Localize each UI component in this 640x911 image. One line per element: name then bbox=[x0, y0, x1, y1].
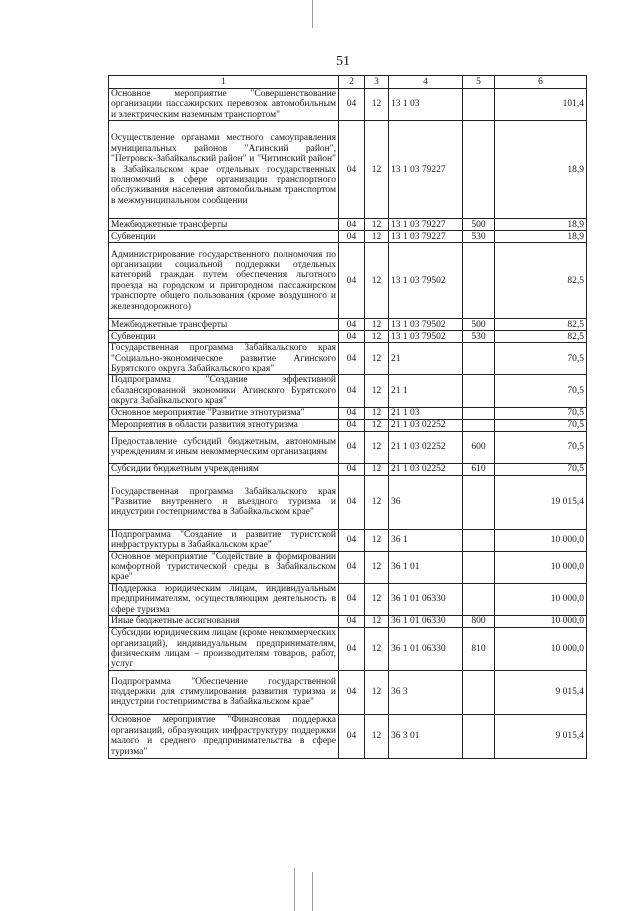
expense-type-code bbox=[463, 670, 495, 714]
subsection-code: 12 bbox=[365, 407, 389, 419]
subsection-code: 12 bbox=[365, 616, 389, 628]
page-number: 51 bbox=[336, 54, 350, 69]
target-article-code: 21 1 03 bbox=[389, 407, 463, 419]
subsection-code: 12 bbox=[365, 231, 389, 243]
expense-type-code: 530 bbox=[463, 231, 495, 243]
section-code: 04 bbox=[339, 670, 365, 714]
row-name: Иные бюджетные ассигнования bbox=[109, 616, 339, 628]
subsection-code: 12 bbox=[365, 243, 389, 319]
row-name: Государственная программа Забайкальского края "Развитие внутреннего и въездного туризма и индустрии гостеприимства в Забайкальском крае" bbox=[109, 475, 339, 529]
row-name: Предоставление субсидий бюджетным, автономным учреждениям и иным некоммерческим организациям bbox=[109, 431, 339, 463]
table-body bbox=[109, 89, 587, 759]
section-code: 04 bbox=[339, 475, 365, 529]
section-code: 04 bbox=[339, 616, 365, 628]
row-name: Администрирование государственного полномочия по организации социальной поддержки отдельных категорий граждан путем обеспечения льготного проезда на городском и пригородном пассажирском транспорте общего пользования (кроме воздушного и железнодорожного) bbox=[109, 243, 339, 319]
section-code: 04 bbox=[339, 331, 365, 343]
row-name: Основное мероприятие "Развитие этнотуризма" bbox=[109, 407, 339, 419]
table-row bbox=[109, 343, 587, 375]
expense-type-code: 610 bbox=[463, 463, 495, 475]
section-code: 04 bbox=[339, 343, 365, 375]
column-header: 2 bbox=[339, 76, 365, 89]
table-row bbox=[109, 121, 587, 219]
amount: 18,9 bbox=[495, 219, 587, 231]
subsection-code: 12 bbox=[365, 551, 389, 583]
amount: 18,9 bbox=[495, 231, 587, 243]
table-row bbox=[109, 529, 587, 551]
subsection-code: 12 bbox=[365, 529, 389, 551]
expense-type-code: 600 bbox=[463, 431, 495, 463]
row-name: Межбюджетные трансферты bbox=[109, 219, 339, 231]
section-code: 04 bbox=[339, 431, 365, 463]
table-header-row bbox=[109, 76, 587, 89]
column-header: 6 bbox=[495, 76, 587, 89]
subsection-code: 12 bbox=[365, 628, 389, 671]
amount: 82,5 bbox=[495, 319, 587, 331]
row-name: Субвенции bbox=[109, 331, 339, 343]
row-name: Мероприятия в области развития этнотуризма bbox=[109, 419, 339, 431]
table-row bbox=[109, 331, 587, 343]
scan-artifact-line bbox=[312, 872, 313, 911]
budget-table bbox=[108, 75, 587, 759]
table-row bbox=[109, 670, 587, 714]
amount: 19 015,4 bbox=[495, 475, 587, 529]
amount: 70,5 bbox=[495, 431, 587, 463]
row-name: Подпрограмма "Создание и развитие туристской инфраструктуры в Забайкальском крае" bbox=[109, 529, 339, 551]
row-name: Основное мероприятие "Финансовая поддержка организаций, образующих инфраструктуру поддержки малого и среднего предпринимательства в сфере туризма" bbox=[109, 714, 339, 758]
expense-type-code bbox=[463, 375, 495, 407]
column-header: 1 bbox=[109, 76, 339, 89]
amount: 101,4 bbox=[495, 89, 587, 121]
expense-type-code bbox=[463, 343, 495, 375]
target-article-code: 13 1 03 79502 bbox=[389, 331, 463, 343]
column-header: 3 bbox=[365, 76, 389, 89]
amount: 82,5 bbox=[495, 331, 587, 343]
amount: 70,5 bbox=[495, 407, 587, 419]
table-row bbox=[109, 431, 587, 463]
section-code: 04 bbox=[339, 529, 365, 551]
target-article-code: 36 bbox=[389, 475, 463, 529]
table-row bbox=[109, 219, 587, 231]
table-row bbox=[109, 475, 587, 529]
row-name: Субсидии бюджетным учреждениям bbox=[109, 463, 339, 475]
section-code: 04 bbox=[339, 407, 365, 419]
row-name: Подпрограмма "Создание эффективной сбалансированной экономики Агинского Бурятского округа Забайкальского края" bbox=[109, 375, 339, 407]
amount: 70,5 bbox=[495, 375, 587, 407]
table-row bbox=[109, 419, 587, 431]
amount: 70,5 bbox=[495, 463, 587, 475]
target-article-code: 36 1 01 06330 bbox=[389, 628, 463, 671]
target-article-code: 21 1 03 02252 bbox=[389, 463, 463, 475]
table-row bbox=[109, 89, 587, 121]
section-code: 04 bbox=[339, 551, 365, 583]
table-row bbox=[109, 714, 587, 758]
row-name: Осуществление органами местного самоуправления муниципальных районов "Агинский район", "Петровск-Забайкальский район" и "Читинский район" в Забайкальском крае отдельных государственных полномочий в сфере организации транспортного обслуживания населения автомобильным транспортом в межмуниципальном сообщении bbox=[109, 121, 339, 219]
amount: 10 000,0 bbox=[495, 583, 587, 615]
target-article-code: 13 1 03 bbox=[389, 89, 463, 121]
table-row bbox=[109, 231, 587, 243]
scan-artifact-line bbox=[294, 868, 295, 911]
expense-type-code: 500 bbox=[463, 219, 495, 231]
scan-artifact-line bbox=[312, 0, 313, 28]
amount: 82,5 bbox=[495, 243, 587, 319]
subsection-code: 12 bbox=[365, 419, 389, 431]
section-code: 04 bbox=[339, 121, 365, 219]
subsection-code: 12 bbox=[365, 475, 389, 529]
subsection-code: 12 bbox=[365, 89, 389, 121]
expense-type-code: 500 bbox=[463, 319, 495, 331]
amount: 10 000,0 bbox=[495, 628, 587, 671]
table-row bbox=[109, 628, 587, 671]
section-code: 04 bbox=[339, 583, 365, 615]
amount: 18,9 bbox=[495, 121, 587, 219]
amount: 10 000,0 bbox=[495, 616, 587, 628]
subsection-code: 12 bbox=[365, 714, 389, 758]
amount: 70,5 bbox=[495, 419, 587, 431]
expense-type-code: 810 bbox=[463, 628, 495, 671]
target-article-code: 13 1 03 79502 bbox=[389, 243, 463, 319]
expense-type-code bbox=[463, 475, 495, 529]
target-article-code: 13 1 03 79227 bbox=[389, 219, 463, 231]
subsection-code: 12 bbox=[365, 331, 389, 343]
amount: 9 015,4 bbox=[495, 714, 587, 758]
target-article-code: 36 1 01 06330 bbox=[389, 583, 463, 615]
target-article-code: 36 1 01 bbox=[389, 551, 463, 583]
target-article-code: 21 bbox=[389, 343, 463, 375]
subsection-code: 12 bbox=[365, 431, 389, 463]
table-row bbox=[109, 375, 587, 407]
subsection-code: 12 bbox=[365, 121, 389, 219]
target-article-code: 13 1 03 79502 bbox=[389, 319, 463, 331]
section-code: 04 bbox=[339, 219, 365, 231]
target-article-code: 21 1 03 02252 bbox=[389, 431, 463, 463]
table-row bbox=[109, 463, 587, 475]
subsection-code: 12 bbox=[365, 583, 389, 615]
amount: 10 000,0 bbox=[495, 529, 587, 551]
target-article-code: 21 1 bbox=[389, 375, 463, 407]
section-code: 04 bbox=[339, 231, 365, 243]
row-name: Межбюджетные трансферты bbox=[109, 319, 339, 331]
expense-type-code bbox=[463, 419, 495, 431]
column-header: 4 bbox=[389, 76, 463, 89]
section-code: 04 bbox=[339, 419, 365, 431]
target-article-code: 36 3 bbox=[389, 670, 463, 714]
expense-type-code bbox=[463, 551, 495, 583]
amount: 9 015,4 bbox=[495, 670, 587, 714]
amount: 10 000,0 bbox=[495, 551, 587, 583]
section-code: 04 bbox=[339, 243, 365, 319]
row-name: Основное мероприятие "Совершенствование организации пассажирских перевозок автомобильным и электрическим наземным транспортом" bbox=[109, 89, 339, 121]
section-code: 04 bbox=[339, 89, 365, 121]
table-row bbox=[109, 583, 587, 615]
row-name: Подпрограмма "Обеспечение государственной поддержки для стимулирования развития туризма и индустрии гостеприимства в Забайкальском крае" bbox=[109, 670, 339, 714]
table-row bbox=[109, 551, 587, 583]
subsection-code: 12 bbox=[365, 319, 389, 331]
expense-type-code bbox=[463, 407, 495, 419]
table-row bbox=[109, 407, 587, 419]
target-article-code: 21 1 03 02252 bbox=[389, 419, 463, 431]
section-code: 04 bbox=[339, 628, 365, 671]
row-name: Поддержка юридическим лицам, индивидуальным предпринимателям, осуществляющим деятельность в сфере туризма bbox=[109, 583, 339, 615]
expense-type-code bbox=[463, 714, 495, 758]
section-code: 04 bbox=[339, 714, 365, 758]
column-header: 5 bbox=[463, 76, 495, 89]
row-name: Основное мероприятие "Содействие в формировании комфортной туристической среды в Забайкальском крае" bbox=[109, 551, 339, 583]
row-name: Государственная программа Забайкальского края "Социально-экономическое развитие Агинского Бурятского округа Забайкальского края" bbox=[109, 343, 339, 375]
target-article-code: 13 1 03 79227 bbox=[389, 121, 463, 219]
section-code: 04 bbox=[339, 375, 365, 407]
subsection-code: 12 bbox=[365, 463, 389, 475]
row-name: Субсидии юридическим лицам (кроме некоммерческих организаций), индивидуальным предпринимателям, физическим лицам – производителям товаров, работ, услуг bbox=[109, 628, 339, 671]
subsection-code: 12 bbox=[365, 375, 389, 407]
amount: 70,5 bbox=[495, 343, 587, 375]
target-article-code: 36 1 bbox=[389, 529, 463, 551]
subsection-code: 12 bbox=[365, 219, 389, 231]
target-article-code: 13 1 03 79227 bbox=[389, 231, 463, 243]
subsection-code: 12 bbox=[365, 343, 389, 375]
expense-type-code bbox=[463, 529, 495, 551]
expense-type-code bbox=[463, 243, 495, 319]
subsection-code: 12 bbox=[365, 670, 389, 714]
expense-type-code: 800 bbox=[463, 616, 495, 628]
row-name: Субвенции bbox=[109, 231, 339, 243]
target-article-code: 36 1 01 06330 bbox=[389, 616, 463, 628]
table-row bbox=[109, 319, 587, 331]
section-code: 04 bbox=[339, 463, 365, 475]
table-row bbox=[109, 616, 587, 628]
expense-type-code: 530 bbox=[463, 331, 495, 343]
expense-type-code bbox=[463, 89, 495, 121]
section-code: 04 bbox=[339, 319, 365, 331]
table-row bbox=[109, 243, 587, 319]
expense-type-code bbox=[463, 121, 495, 219]
expense-type-code bbox=[463, 583, 495, 615]
target-article-code: 36 3 01 bbox=[389, 714, 463, 758]
